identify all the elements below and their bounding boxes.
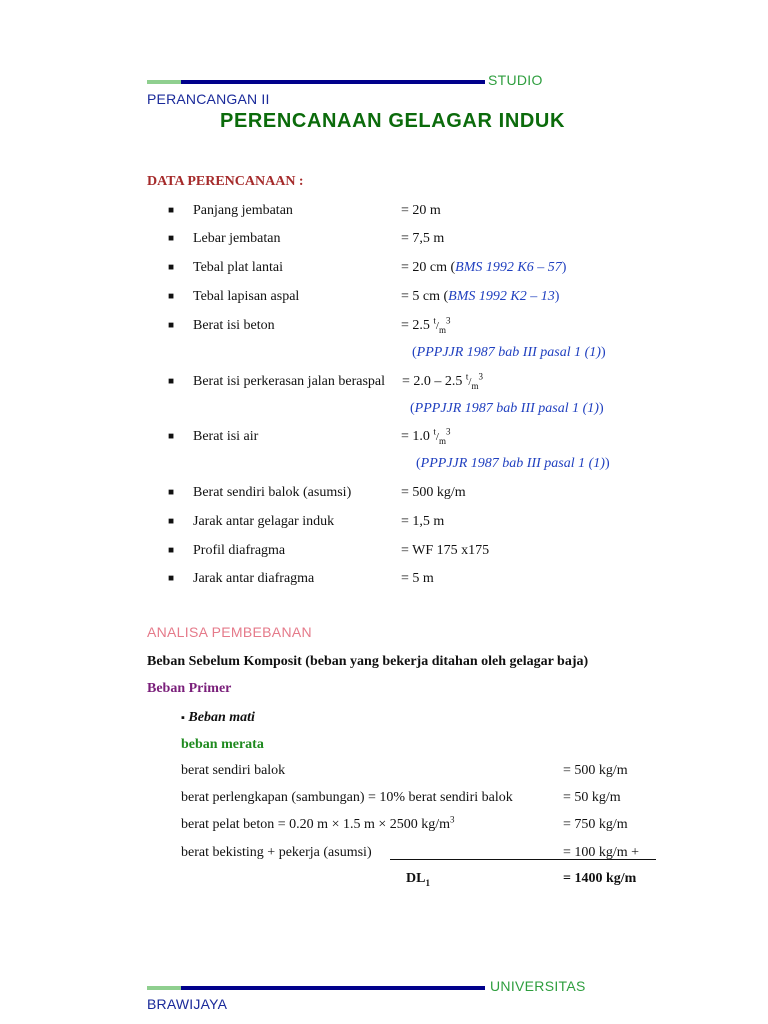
bullet-icon: ■ [168, 320, 175, 331]
data-label: Berat isi air [193, 429, 259, 444]
header-perancangan: PERANCANGAN II [147, 91, 270, 107]
data-reference: (PPPJJR 1987 bab III pasal 1 (1)) [416, 456, 610, 471]
load-value: = 100 kg/m + [563, 845, 640, 860]
data-heading: DATA PERENCANAAN : [147, 174, 304, 189]
data-value: = 20 m [401, 203, 441, 218]
footer-brawijaya: BRAWIJAYA [147, 996, 228, 1012]
beban-primer: Beban Primer [147, 681, 232, 696]
data-value: = 5 cm (BMS 1992 K2 – 13) [401, 289, 560, 304]
data-value: = 7,5 m [401, 231, 445, 246]
beban-mati-label: Beban mati [188, 710, 255, 725]
analisa-subheading: Beban Sebelum Komposit (beban yang bekerja ditahan oleh gelagar baja) [147, 654, 589, 669]
bullet-icon: ■ [168, 291, 175, 302]
data-label: Lebar jembatan [193, 231, 281, 246]
load-label: berat pelat beton = 0.20 m × 1.5 m × 2500 $kg/m^3$ [181, 814, 455, 832]
data-label: Tebal plat lantai [193, 260, 283, 275]
data-label: Berat sendiri balok (asumsi) [193, 485, 352, 500]
bullet-icon: ■ [168, 545, 175, 556]
data-value: = 5 m [401, 571, 434, 586]
data-value: = 500 kg/m [401, 485, 466, 500]
load-label: berat perlengkapan (sambungan) = 10% berat sendiri balok [181, 790, 513, 805]
data-label: Berat isi beton [193, 318, 275, 333]
header-studio: STUDIO [488, 72, 543, 88]
data-value: = 2.5 $^t/_m^3$ [401, 315, 451, 335]
bullet-icon: ■ [168, 376, 175, 387]
bullet-icon: ■ [168, 233, 175, 244]
bullet-icon: ■ [168, 516, 175, 527]
data-value: = 2.0 – 2.5 $^t/_m^3$ [402, 371, 483, 391]
load-label: berat sendiri balok [181, 763, 286, 778]
bullet-icon: ■ [168, 487, 175, 498]
page-title: PERENCANAAN GELAGAR INDUK [220, 110, 566, 132]
beban-mati-bullet: ▪ [181, 712, 185, 724]
data-label: Profil diafragma [193, 543, 286, 558]
data-label: Tebal lapisan aspal [193, 289, 300, 304]
total-value: = 1400 kg/m [563, 871, 637, 886]
load-value: = 750 kg/m [563, 817, 628, 832]
beban-mati [181, 710, 255, 726]
load-value: = 50 kg/m [563, 790, 621, 805]
bullet-icon: ■ [168, 262, 175, 273]
data-reference: (PPPJJR 1987 bab III pasal 1 (1)) [412, 345, 606, 360]
data-value: = 1.0 $^t/_m^3$ [401, 426, 451, 446]
data-value: = WF 175 x175 [401, 543, 490, 558]
analisa-heading: ANALISA PEMBEBANAN [147, 624, 312, 640]
data-value: = 1,5 m [401, 514, 445, 529]
data-label: Jarak antar diafragma [193, 571, 315, 586]
footer-universitas: UNIVERSITAS [490, 978, 586, 994]
bullet-icon: ■ [168, 431, 175, 442]
header-rule [147, 80, 485, 84]
bullet-icon: ■ [168, 205, 175, 216]
bullet-icon: ■ [168, 573, 175, 584]
beban-merata: beban merata [181, 737, 264, 752]
data-label: Berat isi perkerasan jalan beraspal [193, 374, 386, 389]
data-reference: (PPPJJR 1987 bab III pasal 1 (1)) [410, 401, 604, 416]
footer-rule [147, 986, 485, 990]
load-label: berat bekisting + pekerja (asumsi) [181, 845, 372, 860]
total-label: $DL_1$ [406, 871, 430, 888]
data-value: = 20 cm (BMS 1992 K6 – 57) [401, 260, 567, 275]
data-label: Panjang jembatan [193, 203, 293, 218]
load-value: = 500 kg/m [563, 763, 628, 778]
data-label: Jarak antar gelagar induk [193, 514, 335, 529]
